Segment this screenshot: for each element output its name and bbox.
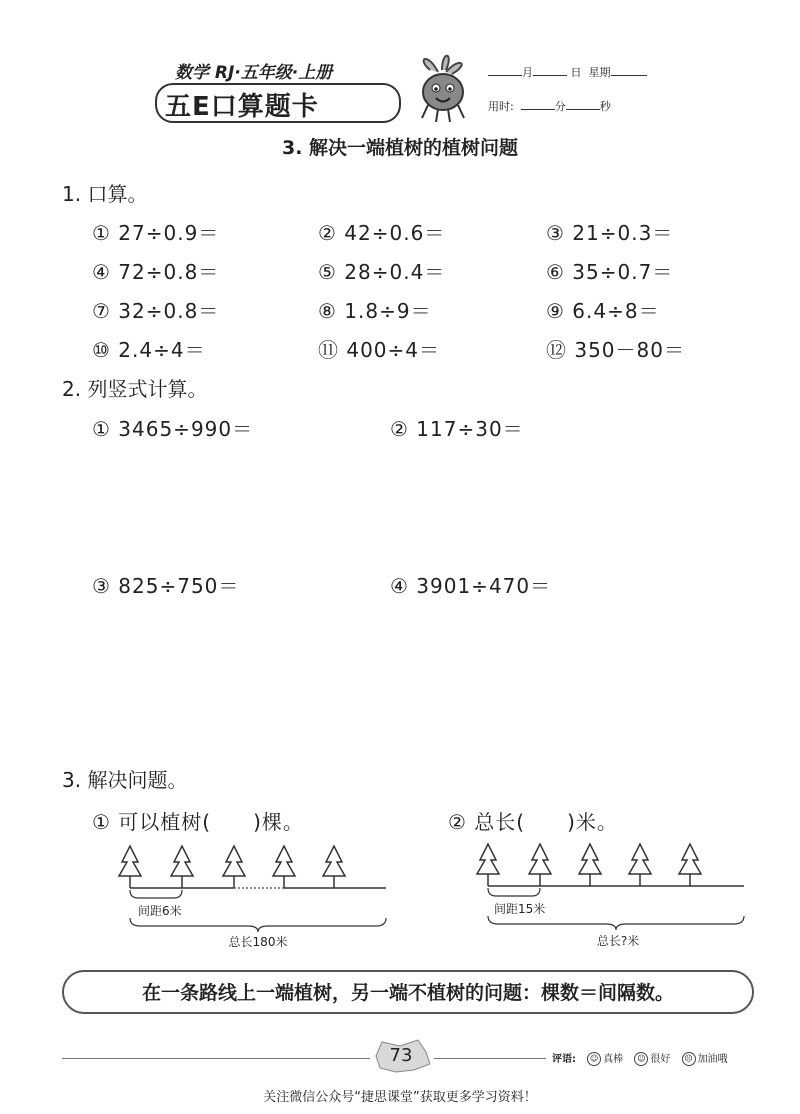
month-blank[interactable] [488,64,522,76]
word-problem-2: ② 总长( )米。 [448,810,618,834]
seconds-blank[interactable] [566,98,600,110]
total-length-label: 总长?米 [596,934,640,948]
total-bracket [130,918,386,932]
tree-icon [223,846,245,888]
weekday-label: 星期 [588,66,611,79]
day-blank[interactable] [533,64,567,76]
day-label: 日 [570,66,582,79]
spacing-label: 间距15米 [494,902,546,916]
total-bracket [488,916,744,930]
page-number: 73 [389,1045,413,1066]
vertical-problem-2: ② 117÷30＝ [390,417,524,441]
seconds-label: 秒 [599,100,611,113]
vertical-problem-3: ③ 825÷750＝ [92,574,240,598]
vertical-problem-1: ① 3465÷990＝ [92,417,254,441]
spacing-bracket [130,890,182,898]
oral-problem-3: ③ 21÷0.3＝ [546,221,674,245]
month-label: 月 [522,66,533,79]
tree-icon [119,846,141,888]
oral-problem-10: ⑩ 2.4÷4＝ [92,338,206,362]
time-label: 用时: [488,100,514,113]
tree-icon [273,846,295,888]
smile-face-icon[interactable]: ☺ [634,1052,648,1066]
section1-title: 1. 口算。 [62,182,148,206]
tree-icon [629,844,651,886]
date-fields [488,64,647,80]
oral-problem-11: ⑪ 400÷4＝ [318,338,441,362]
word-problem-1: ① 可以植树( )棵。 [92,810,304,834]
tree-icon [171,846,193,888]
tree-icon [323,846,345,888]
rating-label: 评语: [552,1054,576,1065]
oral-problem-12: ⑫ 350－80＝ [546,338,685,362]
section2-title: 2. 列竖式计算。 [62,377,208,401]
oral-problem-5: ⑤ 28÷0.4＝ [318,260,446,284]
vertical-problem-4: ④ 3901÷470＝ [390,574,552,598]
minutes-label: 分 [554,100,566,113]
oral-problem-2: ② 42÷0.6＝ [318,221,446,245]
tree-diagram-2 [468,836,758,956]
total-length-label: 总长180米 [228,935,288,949]
oral-problem-4: ④ 72÷0.8＝ [92,260,220,284]
happy-face-icon[interactable]: ☺ [587,1052,601,1066]
tree-icon [477,844,499,886]
section3-title: 3. 解决问题。 [62,768,188,792]
tree-icon [529,844,551,886]
footer-divider-right [434,1058,546,1059]
oral-problem-9: ⑨ 6.4÷8＝ [546,299,660,323]
rating-bar [552,1050,728,1066]
oral-problem-8: ⑧ 1.8÷9＝ [318,299,432,323]
lesson-title: 3. 解决一端植树的植树问题 [281,137,519,159]
rating-option-keep-going: 加油哦 [697,1054,728,1065]
tree-icon [579,844,601,886]
oral-problem-1: ① 27÷0.9＝ [92,221,220,245]
radish-mascot-icon [408,50,478,125]
oral-problem-7: ⑦ 32÷0.8＝ [92,299,220,323]
brand-title: 五E口算题卡 [165,92,319,122]
footer-divider-left [62,1058,370,1059]
rating-option-good: 很好 [650,1054,671,1065]
tree-diagram-1 [110,838,400,958]
spacing-label: 间距6米 [138,904,182,918]
tip-text: 在一条路线上一端植树，另一端不植树的问题：棵数＝间隔数。 [141,982,674,1004]
brand-line: 数学 RJ·五年级·上册 [175,63,333,83]
bottom-note: 关注微信公众号“捷思课堂”获取更多学习资料！ [263,1090,537,1105]
minutes-blank[interactable] [521,98,555,110]
time-fields [488,98,611,114]
oral-problem-6: ⑥ 35÷0.7＝ [546,260,674,284]
weekday-blank[interactable] [611,64,647,76]
rating-option-great: 真棒 [603,1054,624,1065]
spacing-bracket [488,888,540,896]
effort-face-icon[interactable]: ☹ [682,1052,696,1066]
tree-icon [679,844,701,886]
